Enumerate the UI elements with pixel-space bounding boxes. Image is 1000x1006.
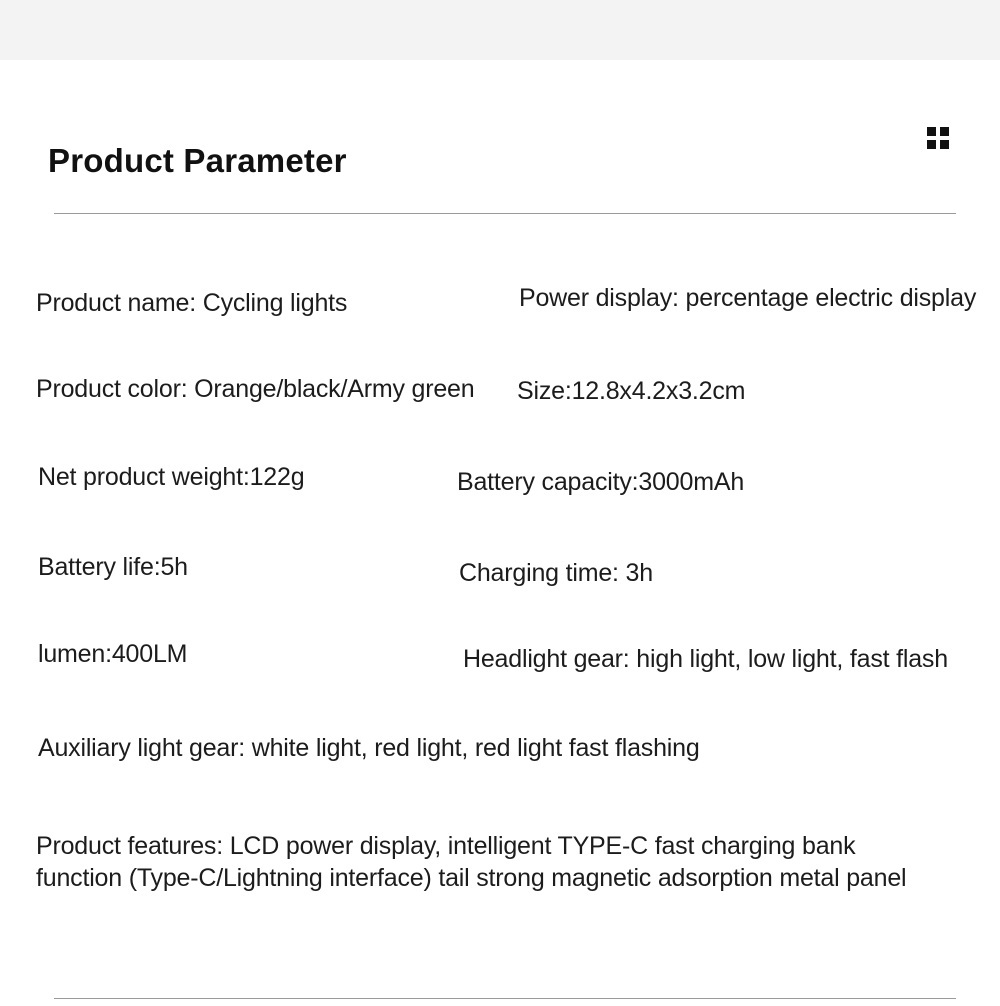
bottom-divider (54, 998, 956, 999)
param-net-weight: Net product weight:122g (38, 463, 305, 491)
param-battery-capacity: Battery capacity:3000mAh (457, 468, 745, 496)
param-battery-life: Battery life:5h (38, 553, 188, 581)
param-size: Size:12.8x4.2x3.2cm (517, 377, 746, 405)
grid-icon[interactable] (927, 127, 949, 149)
param-product-color: Product color: Orange/black/Army green (36, 375, 475, 403)
param-headlight-gear: Headlight gear: high light, low light, fast flash (463, 645, 948, 673)
param-product-features (36, 830, 976, 894)
features-line-2: function (Type-C/Lightning interface) tail strong magnetic adsorption metal panel (36, 864, 907, 892)
top-band (0, 0, 1000, 60)
param-lumen: lumen:400LM (38, 640, 188, 668)
param-power-display: Power display: percentage electric display (519, 284, 977, 312)
page-title: Product Parameter (48, 142, 347, 179)
title-divider (54, 213, 956, 214)
param-auxiliary-gear: Auxiliary light gear: white light, red light, red light fast flashing (38, 734, 700, 762)
param-charging-time: Charging time: 3h (459, 559, 653, 587)
features-line-1: Product features: LCD power display, intelligent TYPE-C fast charging bank (36, 832, 856, 860)
param-product-name: Product name: Cycling lights (36, 289, 348, 317)
